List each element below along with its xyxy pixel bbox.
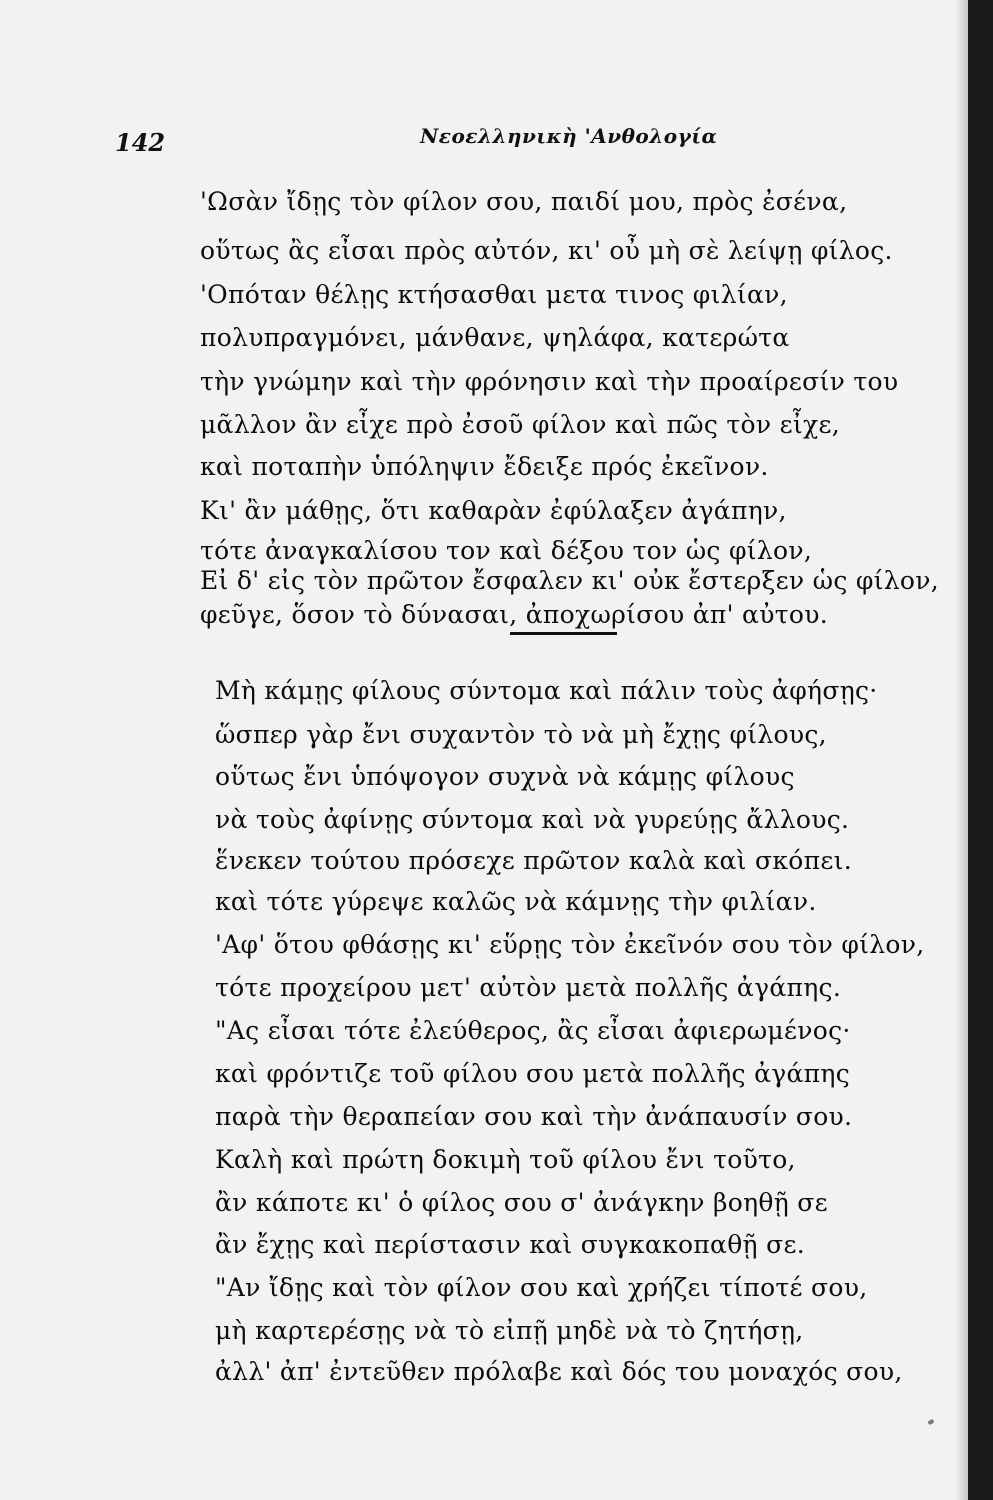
verse-line: καὶ φρόντιζε τοῦ φίλου σου μετὰ πολλῆς ἀγάπης [215,1059,850,1088]
verse-line: τότε προχείρου μετ' αὐτὸν μετὰ πολλῆς ἀγάπης. [215,973,842,1002]
verse-line: μᾶλλον ἂν εἶχε πρὸ ἐσοῦ φίλον καὶ πῶς τὸν εἶχε, [200,410,840,439]
running-title: Νεοελληνικὴ 'Ανθολογία [420,124,718,148]
page-number: 142 [115,128,166,157]
verse-line: μὴ καρτερέσῃς νὰ τὸ εἰπῇ μηδὲ νὰ τὸ ζητήσῃ, [215,1316,804,1345]
verse-line: τὴν γνώμην καὶ τὴν φρόνησιν καὶ τὴν προαίρεσίν του [200,367,899,396]
verse-line: ἂν ἔχῃς καὶ περίστασιν καὶ συγκακοπαθῇ σε. [215,1230,805,1259]
verse-line: οὕτως ἂς εἶσαι πρὸς αὐτόν, κι' οὖ μὴ σὲ λείψῃ φίλος. [200,236,893,265]
verse-line: "Ας εἶσαι τότε ἐλεύθερος, ἂς εἶσαι ἀφιερωμένος· [215,1016,851,1045]
verse-line: ἀλλ' ἀπ' ἐντεῦθεν πρόλαβε καὶ δός του μοναχός σου, [215,1357,903,1386]
verse-line: 'Οπόταν θέλῃς κτήσασθαι μετα τινος φιλίαν, [200,280,788,309]
verse-line: Μὴ κάμῃς φίλους σύντομα καὶ πάλιν τοὺς ἀφήσῃς· [215,676,878,705]
verse-line: ὥσπερ γὰρ ἔνι συχαντὸν τὸ νὰ μὴ ἔχῃς φίλους, [215,720,827,749]
verse-line: Καλὴ καὶ πρώτη δοκιμὴ τοῦ φίλου ἔνι τοῦτο, [215,1145,796,1174]
verse-line: 'Αφ' ὅτου φθάσῃς κι' εὕρῃς τὸν ἐκεῖνόν σου τὸν φίλον, [215,930,925,959]
verse-line: νὰ τοὺς ἀφίνῃς σύντομα καὶ νὰ γυρεύῃς ἄλλους. [215,805,850,834]
verse-line: Εἰ δ' εἰς τὸν πρῶτον ἔσφαλεν κι' οὐκ ἔστερξεν ὡς φίλον, [200,566,940,595]
verse-line: "Αν ἴδῃς καὶ τὸν φίλον σου καὶ χρήζει τίποτέ σου, [215,1273,868,1302]
section-divider [510,632,617,635]
verse-line: 'Ωσὰν ἴδῃς τὸν φίλον σου, παιδί μου, πρὸς ἐσένα, [200,187,848,216]
paper-speck [927,1419,934,1425]
verse-line: παρὰ τὴν θεραπείαν σου καὶ τὴν ἀνάπαυσίν σου. [215,1102,853,1131]
page-edge-shadow [955,0,968,1500]
verse-line: ἂν κάποτε κι' ὁ φίλος σου σ' ἀνάγκην βοηθῇ σε [215,1188,828,1217]
verse-line: Κι' ἂν μάθῃς, ὅτι καθαρὰν ἐφύλαξεν ἀγάπην, [200,496,787,525]
verse-line: φεῦγε, ὅσον τὸ δύνασαι, ἀποχωρίσου ἀπ' αὐτου. [200,600,828,629]
verse-line: πολυπραγμόνει, μάνθανε, ψηλάφα, κατερώτα [200,323,790,352]
verse-line: καὶ ποταπὴν ὑπόληψιν ἔδειξε πρός ἐκεῖνον. [200,452,769,481]
verse-line: ἕνεκεν τούτου πρόσεχε πρῶτον καλὰ καὶ σκόπει. [215,846,852,875]
verse-line: καὶ τότε γύρεψε καλῶς νὰ κάμνῃς τὴν φιλίαν. [215,887,817,916]
verse-line: οὕτως ἔνι ὑπόψογον συχνὰ νὰ κάμῃς φίλους [215,762,795,791]
verse-line: τότε ἀναγκαλίσου τον καὶ δέξου τον ὡς φίλον, [200,536,813,565]
